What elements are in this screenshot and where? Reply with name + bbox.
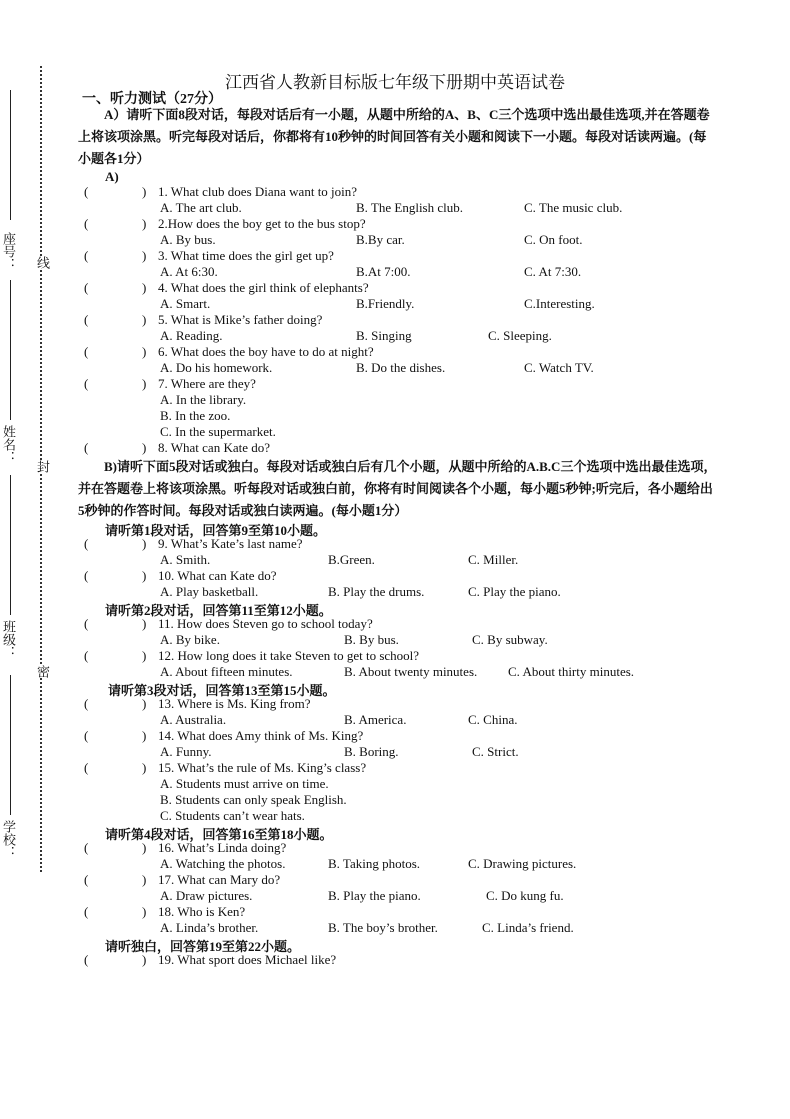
answer-option: C. On foot. — [524, 232, 583, 247]
answer-option: C. By subway. — [472, 632, 548, 647]
question-text: 13. Where is Ms. King from? — [158, 696, 311, 711]
question-text: 19. What sport does Michael like? — [158, 952, 337, 967]
answer-blank[interactable]: ( — [84, 312, 89, 327]
answer-option: A. Funny. — [160, 744, 212, 759]
answer-option: B. The boy’s brother. — [328, 920, 438, 935]
answer-option: B.By car. — [356, 232, 405, 247]
answer-blank-close: ) — [142, 440, 147, 455]
answer-blank[interactable]: ( — [84, 376, 89, 391]
question-text: 7. Where are they? — [158, 376, 256, 391]
school-blank[interactable] — [10, 675, 11, 815]
seat-blank[interactable] — [10, 90, 11, 220]
question-text: 10. What can Kate do? — [158, 568, 277, 583]
question-text: 11. How does Steven go to school today? — [158, 616, 373, 631]
part-a-label: A) — [105, 169, 119, 184]
answer-option: C. Play the piano. — [468, 584, 561, 599]
question-text: 6. What does the boy have to do at night? — [158, 344, 374, 359]
answer-blank[interactable]: ( — [84, 568, 89, 583]
answer-blank[interactable]: ( — [84, 840, 89, 855]
answer-option: B. By bus. — [344, 632, 399, 647]
answer-blank-close: ) — [142, 376, 147, 391]
answer-option: A. Smith. — [160, 552, 211, 567]
answer-option: A. Draw pictures. — [160, 888, 253, 903]
answer-option: C. Strict. — [472, 744, 519, 759]
answer-blank[interactable]: ( — [84, 648, 89, 663]
answer-option: C.Interesting. — [524, 296, 595, 311]
answer-option: A. Watching the photos. — [160, 856, 286, 871]
answer-blank-close: ) — [142, 952, 147, 967]
subheading: 请听第1段对话，回答第9至第10小题。 — [105, 523, 327, 538]
answer-option: A. In the library. — [160, 392, 247, 407]
answer-blank[interactable]: ( — [84, 904, 89, 919]
question-text: 9. What’s Kate’s last name? — [158, 536, 303, 551]
answer-option: B. Boring. — [344, 744, 399, 759]
answer-option: C. Miller. — [468, 552, 519, 567]
answer-option: C. Do kung fu. — [486, 888, 564, 903]
answer-option: C. Sleeping. — [488, 328, 552, 343]
name-label: 姓名： — [1, 425, 16, 464]
answer-option: B. Play the drums. — [328, 584, 425, 599]
question-text: 2.How does the boy get to the bus stop? — [158, 216, 366, 231]
question-text: 1. What club does Diana want to join? — [158, 184, 358, 199]
exam-title: 江西省人教新目标版七年级下册期中英语试卷 — [225, 73, 565, 92]
answer-option: A. Smart. — [160, 296, 211, 311]
answer-blank-close: ) — [142, 184, 147, 199]
answer-blank-close: ) — [142, 616, 147, 631]
class-blank[interactable] — [10, 475, 11, 615]
question-text: 3. What time does the girl get up? — [158, 248, 334, 263]
answer-blank[interactable]: ( — [84, 728, 89, 743]
question-text: 16. What’s Linda doing? — [158, 840, 287, 855]
class-label: 班级： — [1, 620, 16, 659]
answer-option: B.Green. — [328, 552, 375, 567]
answer-option: C. About thirty minutes. — [508, 664, 635, 679]
answer-blank[interactable]: ( — [84, 872, 89, 887]
answer-option: A. The art club. — [160, 200, 242, 215]
subheading: 请听第2段对话，回答第11至第12小题。 — [105, 603, 332, 618]
name-blank[interactable] — [10, 280, 11, 420]
question-text: 12. How long does it take Steven to get to school? — [158, 648, 420, 663]
answer-blank-close: ) — [142, 312, 147, 327]
answer-option: A. By bus. — [160, 232, 216, 247]
answer-blank[interactable]: ( — [84, 952, 89, 967]
answer-option: A. At 6:30. — [160, 264, 218, 279]
answer-option: A. Students must arrive on time. — [160, 776, 329, 791]
answer-blank[interactable]: ( — [84, 280, 89, 295]
answer-option: C. In the supermarket. — [160, 424, 276, 439]
answer-blank-close: ) — [142, 840, 147, 855]
answer-blank-close: ) — [142, 248, 147, 263]
answer-option: C. Watch TV. — [524, 360, 594, 375]
answer-option: B. Play the piano. — [328, 888, 421, 903]
answer-blank-close: ) — [142, 216, 147, 231]
answer-blank[interactable]: ( — [84, 216, 89, 231]
section-title: 一、听力测试（27分） — [82, 92, 222, 107]
answer-blank-close: ) — [142, 872, 147, 887]
answer-option: A. Linda’s brother. — [160, 920, 259, 935]
answer-option: A. By bike. — [160, 632, 220, 647]
answer-option: C. At 7:30. — [524, 264, 582, 279]
answer-option: B. Taking photos. — [328, 856, 421, 871]
answer-option: C. Drawing pictures. — [468, 856, 577, 871]
answer-blank[interactable]: ( — [84, 696, 89, 711]
answer-blank-close: ) — [142, 344, 147, 359]
answer-option: A. Reading. — [160, 328, 223, 343]
answer-option: C. The music club. — [524, 200, 623, 215]
subheading: 请听独白，回答第19至第22小题。 — [105, 939, 301, 954]
answer-option: A. Australia. — [160, 712, 227, 727]
answer-blank-close: ) — [142, 728, 147, 743]
question-text: 4. What does the girl think of elephants? — [158, 280, 369, 295]
answer-blank[interactable]: ( — [84, 760, 89, 775]
part-b-instructions: B)请听下面5段对话或独白。每段对话或独白后有几个小题，从题中所给的A.B.C三个选项中选出最佳选项，并在答题卷上将该项涂黑。听每段对话或独白前，你将有时间阅读各个小题，每小题5秒钟;听完后，各小题给出5秒钟的作答时间。每段对话或独白读两遍。(每小题1分） — [78, 459, 717, 518]
answer-blank[interactable]: ( — [84, 536, 89, 551]
answer-option: A. Do his homework. — [160, 360, 273, 375]
answer-option: C. China. — [468, 712, 518, 727]
answer-option: B. About twenty minutes. — [344, 664, 478, 679]
binding-margin — [0, 60, 48, 880]
subheading: 请听第3段对话，回答第13至第15小题。 — [108, 683, 336, 698]
question-text: 14. What does Amy think of Ms. King? — [158, 728, 364, 743]
answer-option: B. America. — [344, 712, 407, 727]
answer-blank-close: ) — [142, 568, 147, 583]
answer-blank[interactable]: ( — [84, 440, 89, 455]
answer-blank[interactable]: ( — [84, 248, 89, 263]
question-text: 17. What can Mary do? — [158, 872, 281, 887]
mark-line: 线 — [35, 256, 50, 269]
question-text: 15. What’s the rule of Ms. King’s class? — [158, 760, 367, 775]
answer-option: B. Singing — [356, 328, 412, 343]
answer-blank-close: ) — [142, 760, 147, 775]
answer-option: C. Students can’t wear hats. — [160, 808, 305, 823]
answer-option: B.At 7:00. — [356, 264, 411, 279]
answer-blank-close: ) — [142, 904, 147, 919]
answer-blank-close: ) — [142, 648, 147, 663]
answer-blank-close: ) — [142, 536, 147, 551]
answer-blank[interactable]: ( — [84, 184, 89, 199]
answer-option: A. Play basketball. — [160, 584, 259, 599]
question-text: 5. What is Mike’s father doing? — [158, 312, 323, 327]
part-a-instructions: A）请听下面8段对话，每段对话后有一小题，从题中所给的A、B、C三个选项中选出最佳选项,并在答题卷上将该项涂黑。听完每段对话后，你都将有10秒钟的时间回答有关小题和阅读下一小题。每段对话读两遍。(每小题各1分） — [78, 107, 710, 166]
answer-option: C. Linda’s friend. — [482, 920, 574, 935]
answer-option: B. The English club. — [356, 200, 464, 215]
school-label: 学校： — [1, 820, 16, 859]
answer-option: B. Do the dishes. — [356, 360, 446, 375]
answer-option: B. Students can only speak English. — [160, 792, 347, 807]
answer-blank-close: ) — [142, 696, 147, 711]
subheading: 请听第4段对话，回答第16至第18小题。 — [105, 827, 333, 842]
mark-secret: 密 — [35, 665, 50, 678]
mark-seal: 封 — [35, 460, 50, 473]
answer-blank-close: ) — [142, 280, 147, 295]
seat-label: 座号： — [1, 232, 16, 271]
question-text: 18. Who is Ken? — [158, 904, 246, 919]
answer-blank[interactable]: ( — [84, 616, 89, 631]
answer-option: B.Friendly. — [356, 296, 415, 311]
answer-option: A. About fifteen minutes. — [160, 664, 293, 679]
answer-option: B. In the zoo. — [160, 408, 231, 423]
question-text: 8. What can Kate do? — [158, 440, 271, 455]
answer-blank[interactable]: ( — [84, 344, 89, 359]
